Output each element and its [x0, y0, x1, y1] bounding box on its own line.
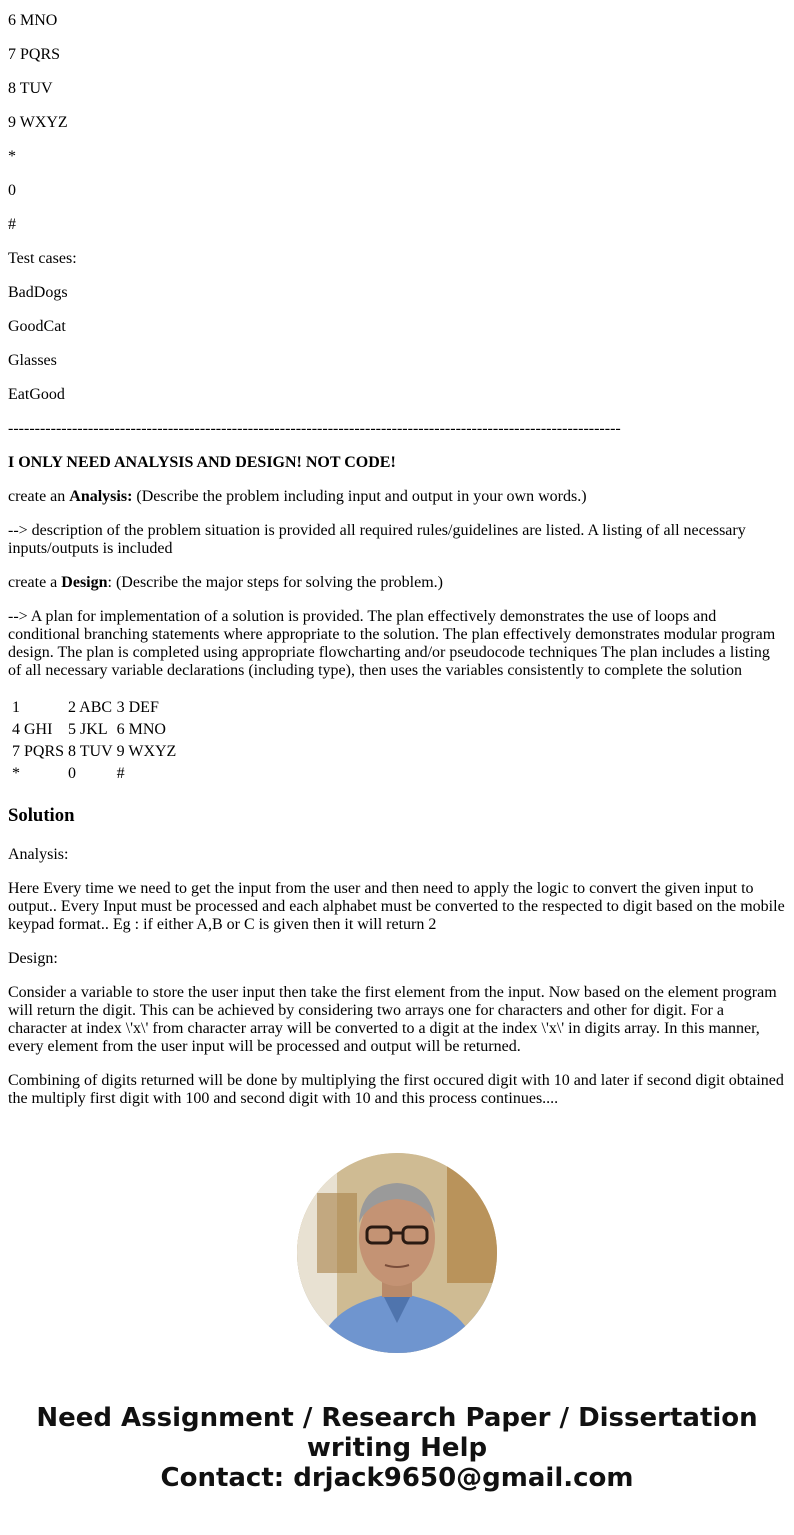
test-case: GoodCat — [8, 318, 66, 335]
keypad-line: 0 — [8, 182, 16, 199]
footer-banner — [0, 1403, 794, 1493]
analysis-prompt-prefix: create an — [8, 488, 70, 505]
test-case: Glasses — [8, 352, 57, 369]
design-label: Design: — [8, 950, 58, 967]
table-row — [11, 764, 177, 784]
test-cases-heading: Test cases: — [8, 250, 77, 267]
table-cell: 2 ABC — [68, 699, 113, 716]
table-cell: 3 DEF — [116, 699, 159, 716]
keypad-line: 7 PQRS — [8, 46, 61, 63]
analysis-text: Here Every time we need to get the input from the user and then need to apply the logic to convert the given input to output.. Every Input must be processed and each alphabet must be converted to the respected to digit based on the mobile keypad format.. Eg : if either A,B or C is given then it will return 2 — [8, 880, 785, 933]
analysis-label: Analysis: — [8, 846, 69, 863]
table-cell: 0 — [68, 765, 77, 782]
table-row — [11, 720, 177, 740]
table-cell: 7 PQRS — [12, 743, 65, 760]
table-cell: 6 MNO — [116, 721, 166, 738]
footer-line: Need Assignment / Research Paper / Dissertation — [36, 1403, 758, 1433]
analysis-prompt-bold: Analysis: — [69, 488, 133, 505]
keypad-line: * — [8, 148, 16, 165]
table-cell: 5 JKL — [68, 721, 108, 738]
avatar-photo — [297, 1153, 497, 1353]
keypad-line: 8 TUV — [8, 80, 53, 97]
design-rubric: --> A plan for implementation of a solution is provided. The plan effectively demonstrates the use of loops and conditional branching statements where appropriate to the solution. The plan effectively demonstrates modular program design. The plan is completed using appropriate flowcharting and/or pseudocode techniques The plan includes a listing of all necessary variable declarations (including type), then uses the variables consistently to complete the solution — [8, 608, 776, 679]
test-case: EatGood — [8, 386, 65, 403]
analysis-prompt — [8, 488, 786, 506]
table-cell: * — [12, 765, 20, 782]
design-prompt-bold: Design — [61, 574, 108, 591]
keypad-table — [9, 696, 179, 786]
keypad-line: 6 MNO — [8, 12, 58, 29]
analysis-rubric: --> description of the problem situation is provided all required rules/guidelines are listed. A listing of all necessary inputs/outputs is included — [8, 522, 746, 557]
table-cell: 4 GHI — [12, 721, 53, 738]
footer-contact: Contact: drjack9650@gmail.com — [160, 1463, 634, 1493]
design-prompt-suffix: : (Describe the major steps for solving the problem.) — [107, 574, 443, 591]
design-text: Consider a variable to store the user input then take the first element from the input. Now based on the element program will return the digit. This can be achieved by considering two arrays one for characters and other for digit. For a character at index \'x\' from character array will be converted to a digit at the index \'x\' in digits array. In this manner, every element from the user input will be processed and output will be returned. — [8, 984, 777, 1055]
table-row — [11, 698, 177, 718]
table-cell: 9 WXYZ — [116, 743, 177, 760]
design-prompt — [8, 574, 786, 592]
keypad-line: 9 WXYZ — [8, 114, 68, 131]
solution-heading: Solution — [8, 805, 75, 826]
analysis-prompt-suffix: (Describe the problem including input and output in your own words.) — [132, 488, 587, 505]
table-cell: # — [116, 765, 125, 782]
design-prompt-prefix: create a — [8, 574, 62, 591]
keypad-line: # — [8, 216, 16, 233]
table-cell: 8 TUV — [68, 743, 113, 760]
test-case: BadDogs — [8, 284, 68, 301]
table-cell: 1 — [12, 699, 20, 716]
only-need-text: I ONLY NEED ANALYSIS AND DESIGN! NOT CODE! — [8, 454, 396, 471]
person-portrait-icon — [297, 1153, 497, 1353]
footer-line: writing Help — [306, 1433, 488, 1463]
table-row — [11, 742, 177, 762]
document-body — [0, 12, 794, 1108]
only-need-notice — [8, 454, 786, 472]
avatar — [297, 1153, 497, 1353]
divider: ------------------------------------------------------------------------------------------------------------------- — [8, 420, 621, 437]
design-text: Combining of digits returned will be done by multiplying the first occured digit with 10 and later if second digit obtained the multiply first digit with 100 and second digit with 10 and this process continues.... — [8, 1072, 784, 1107]
